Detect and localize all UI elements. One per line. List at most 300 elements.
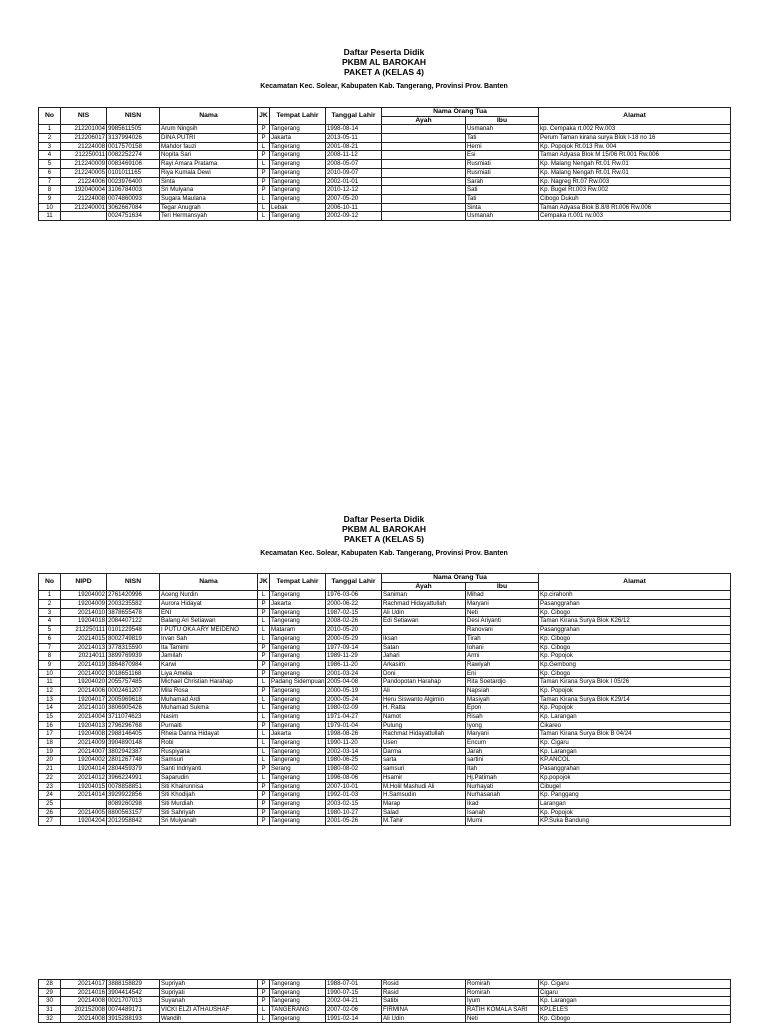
cell-ibu: Napsiah [466, 686, 539, 695]
cell-nama: DINA PUTRI [160, 134, 258, 143]
header-ayah: Ayah [382, 582, 466, 591]
cell-tempat-lahir: Tangerang [270, 634, 326, 643]
cell-jk: L [258, 678, 270, 687]
cell-tempat-lahir: Tangerang [270, 988, 326, 997]
cell-no: 26 [39, 808, 61, 817]
cell-ibu: Mihad [466, 591, 539, 600]
cell-tempat-lahir: Tangerang [270, 591, 326, 600]
cell-ibu: Itah [466, 765, 539, 774]
cell-alamat: Kp. Cigaru [539, 980, 731, 989]
cell-alamat: Kp.popojok [539, 773, 731, 782]
cell-nisn: 3899769939 [107, 652, 160, 661]
cell-alamat: Kp. Larangan [539, 713, 731, 722]
cell-jk: L [258, 617, 270, 626]
cell-nama: Irvan Sah [160, 634, 258, 643]
cell-nisn: 0082252274 [107, 151, 160, 160]
cell-tempat-lahir: Tangerang [270, 194, 326, 203]
student-table-kelas-4 [38, 107, 731, 221]
cell-alamat: Taman Adyasa Blok B.8/8 Rt.006 Rw.006 [539, 203, 731, 212]
cell-nisn: 2761420996 [107, 591, 160, 600]
cell-ayah: Marap [382, 799, 466, 808]
cell-id: 19204014 [61, 765, 107, 774]
cell-ayah [382, 151, 466, 160]
cell-tempat-lahir: Tangerang [270, 721, 326, 730]
cell-nama: Nopita Sari [160, 151, 258, 160]
cell-nisn: 2055757485 [107, 678, 160, 687]
cell-alamat: Kp. Popojok [539, 704, 731, 713]
cell-jk: P [258, 808, 270, 817]
cell-id: 192040004 [61, 186, 107, 195]
table-row [39, 660, 731, 669]
cell-ayah: Pulung [382, 721, 466, 730]
cell-alamat: Cibogo Dukuh [539, 194, 731, 203]
cell-nisn: 0017570158 [107, 142, 160, 151]
cell-ibu: Sarah [466, 177, 539, 186]
cell-nama: Santi Indriyanti [160, 765, 258, 774]
cell-nisn: 3904414542 [107, 988, 160, 997]
cell-nisn: 0002461207 [107, 686, 160, 695]
cell-tempat-lahir: Tangerang [270, 643, 326, 652]
cell-id: 20214014 [61, 791, 107, 800]
cell-id: 20214013 [61, 643, 107, 652]
table-row [39, 177, 731, 186]
table-row [39, 730, 731, 739]
cell-nama: Ruspiyana [160, 747, 258, 756]
cell-tempat-lahir: Tangerang [270, 817, 326, 826]
cell-tanggal-lahir: 1986-11-20 [326, 660, 382, 669]
cell-jk: P [258, 980, 270, 989]
cell-jk: L [258, 695, 270, 704]
cell-tempat-lahir: Tangerang [270, 160, 326, 169]
table-row [39, 721, 731, 730]
cell-tanggal-lahir: 2002-04-21 [326, 997, 382, 1006]
cell-jk: P [258, 643, 270, 652]
cell-nama: Supriyah [160, 980, 258, 989]
cell-ibu: Herni [466, 142, 539, 151]
cell-tanggal-lahir: 2007-05-20 [326, 194, 382, 203]
cell-no: 19 [39, 747, 61, 756]
cell-nisn: 0023976400 [107, 177, 160, 186]
cell-ibu: Usmanah [466, 212, 539, 221]
cell-ayah: H.Samsudin [382, 791, 466, 800]
cell-alamat: Pasanggrahan [539, 765, 731, 774]
cell-id: 19204017 [61, 695, 107, 704]
header-nisn: NISN [107, 574, 160, 591]
cell-tanggal-lahir: 1980-08-02 [326, 765, 382, 774]
cell-tempat-lahir: Tangerang [270, 808, 326, 817]
cell-id: 19204020 [61, 678, 107, 687]
cell-ibu: Isanah [466, 808, 539, 817]
cell-jk: L [258, 160, 270, 169]
cell-tanggal-lahir: 2007-02-06 [326, 1006, 382, 1015]
cell-jk: P [258, 686, 270, 695]
cell-id: 20214019 [61, 660, 107, 669]
cell-no: 20 [39, 756, 61, 765]
cell-id: 20214009 [61, 739, 107, 748]
cell-tanggal-lahir: 1980-10-27 [326, 808, 382, 817]
cell-id: 212206017 [61, 134, 107, 143]
cell-nisn: 3864870984 [107, 660, 160, 669]
cell-alamat: Kp. Cigaru [539, 739, 731, 748]
cell-ibu: Sati [466, 186, 539, 195]
cell-nama: Tegar Anugrah [160, 203, 258, 212]
table-row [39, 617, 731, 626]
document-subtitle: Kecamatan Kec. Solear, Kabupaten Kab. Tangerang, Provinsi Prov. Banten [260, 550, 508, 557]
table-row [39, 168, 731, 177]
cell-tempat-lahir: Tangerang [270, 168, 326, 177]
cell-id: 19204009 [61, 600, 107, 609]
cell-tanggal-lahir: 1988-07-01 [326, 980, 382, 989]
student-table-kelas-5 [38, 573, 731, 826]
cell-nama: Siti Khairunnisa [160, 782, 258, 791]
cell-tanggal-lahir: 2006-10-11 [326, 203, 382, 212]
cell-tempat-lahir: Tangerang [270, 782, 326, 791]
table-row [39, 739, 731, 748]
cell-nama: Muhamad Ardi [160, 695, 258, 704]
cell-ayah [382, 626, 466, 635]
cell-alamat: Cigaru [539, 988, 731, 997]
cell-ibu: Neti [466, 1014, 539, 1023]
cell-jk: P [258, 988, 270, 997]
cell-no: 3 [39, 142, 61, 151]
cell-tempat-lahir: Tangerang [270, 660, 326, 669]
cell-tempat-lahir: Tangerang [270, 739, 326, 748]
cell-no: 32 [39, 1014, 61, 1023]
cell-no: 4 [39, 151, 61, 160]
cell-no: 5 [39, 160, 61, 169]
cell-nama: Wandih [160, 1014, 258, 1023]
cell-id: 20214005 [61, 808, 107, 817]
table-row [39, 980, 731, 989]
cell-ayah: FIRMINA [382, 1006, 466, 1015]
cell-no: 6 [39, 634, 61, 643]
cell-ayah: sarta [382, 756, 466, 765]
cell-ibu: Rusmiati [466, 168, 539, 177]
cell-jk: L [258, 747, 270, 756]
title-line: PAKET A (KELAS 5) [344, 534, 424, 544]
cell-no: 31 [39, 1006, 61, 1015]
cell-tanggal-lahir: 1980-02-09 [326, 704, 382, 713]
cell-id: 212240005 [61, 168, 107, 177]
cell-ibu: Hj.Patimah [466, 773, 539, 782]
cell-jk: P [258, 799, 270, 808]
cell-nisn: 0021707013 [107, 997, 160, 1006]
cell-no: 29 [39, 988, 61, 997]
cell-ayah: Pandopotan Harahap [382, 678, 466, 687]
cell-id: 20214008 [61, 997, 107, 1006]
cell-ibu: Iyong [466, 721, 539, 730]
header-jk: JK [258, 574, 270, 591]
cell-nama: Karwi [160, 660, 258, 669]
cell-tanggal-lahir: 1990-11-20 [326, 739, 382, 748]
cell-ibu: Ranovani [466, 626, 539, 635]
cell-alamat: Kp. Cibogo [539, 1014, 731, 1023]
cell-tanggal-lahir: 1971-04-27 [326, 713, 382, 722]
cell-no: 8 [39, 186, 61, 195]
cell-alamat: Taman Kirana Surya Blok K29/14 [539, 695, 731, 704]
header-no: No [39, 574, 61, 591]
cell-tanggal-lahir: 2007-10-01 [326, 782, 382, 791]
cell-alamat: Kp. Panggang [539, 791, 731, 800]
cell-nama: Siti Khodijah [160, 791, 258, 800]
title-line: Daftar Peserta Didik [343, 47, 425, 57]
cell-tanggal-lahir: 1976-03-06 [326, 591, 382, 600]
cell-alamat: Kp. Popojok Rt.013 Rw. 004 [539, 142, 731, 151]
cell-id: 20214010 [61, 608, 107, 617]
cell-nama: Rheia Danna Hidayat [160, 730, 258, 739]
cell-ayah: M.Holil Mashudi Ali [382, 782, 466, 791]
cell-alamat: Kp. Malang Nengah Rt.01 Rw.01 [539, 168, 731, 177]
cell-no: 23 [39, 782, 61, 791]
cell-nama: VICKI ELZI ATHAUSHAF [160, 1006, 258, 1015]
header-nama: Nama [160, 108, 258, 125]
cell-ayah [382, 168, 466, 177]
header-tanggal-lahir: Tanggal Lahir [326, 108, 382, 125]
cell-nama: Sri Mulyana [160, 186, 258, 195]
cell-alamat: Kp. Cibogo [539, 608, 731, 617]
cell-tanggal-lahir: 1980-06-25 [326, 756, 382, 765]
cell-jk: P [258, 186, 270, 195]
cell-ibu: Esi [466, 151, 539, 160]
cell-nama: Arum Ningsih [160, 125, 258, 134]
cell-ayah: Hsamir [382, 773, 466, 782]
cell-nama: Purnaiti [160, 721, 258, 730]
cell-jk: P [258, 608, 270, 617]
cell-alamat: Taman Adyasa Blok M 15/06 Rt.001 Rw.006 [539, 151, 731, 160]
cell-ayah [382, 186, 466, 195]
cell-tempat-lahir: Tangerang [270, 997, 326, 1006]
cell-tanggal-lahir: 1998-08-14 [326, 125, 382, 134]
cell-nama: Sri Mulyanah [160, 817, 258, 826]
cell-tempat-lahir: Tangerang [270, 608, 326, 617]
cell-nama: Nasim [160, 713, 258, 722]
header-id: NIPD [61, 574, 107, 591]
cell-no: 10 [39, 203, 61, 212]
cell-tanggal-lahir: 2010-05-20 [326, 626, 382, 635]
cell-alamat: Cibugel [539, 782, 731, 791]
cell-nisn: 0083469106 [107, 160, 160, 169]
table-row [39, 1006, 731, 1015]
cell-tempat-lahir: Mataram [270, 626, 326, 635]
header-tempat-lahir: Tempat Lahir [270, 108, 326, 125]
cell-nama: Riya Kumala Dewi [160, 168, 258, 177]
cell-no: 7 [39, 177, 61, 186]
cell-ayah: Saniman [382, 591, 466, 600]
cell-alamat: Kp.Gembong [539, 660, 731, 669]
cell-no: 14 [39, 704, 61, 713]
cell-jk: L [258, 713, 270, 722]
cell-no: 4 [39, 617, 61, 626]
cell-ayah: Jahari [382, 652, 466, 661]
cell-nisn: 0101011165 [107, 168, 160, 177]
student-table-kelas-5-continued [38, 979, 731, 1023]
cell-ibu: sartini [466, 756, 539, 765]
cell-ayah [382, 125, 466, 134]
cell-id: 20214016 [61, 988, 107, 997]
cell-nisn: 2801267748 [107, 756, 160, 765]
cell-ayah: Heru Siswanto Algimin [382, 695, 466, 704]
cell-jk: L [258, 704, 270, 713]
cell-id: 19204002 [61, 756, 107, 765]
cell-nama: Suyanah [160, 997, 258, 1006]
cell-id: 20214010 [61, 704, 107, 713]
cell-nama: Ita Tamimi [160, 643, 258, 652]
cell-nisn: 3778315590 [107, 643, 160, 652]
table-row [39, 791, 731, 800]
header-alamat: Alamat [539, 574, 731, 591]
cell-ibu: Nurhayati [466, 782, 539, 791]
table-row [39, 608, 731, 617]
cell-nama: Sugara Maulana [160, 194, 258, 203]
cell-alamat: Kp. Malang Nengah Rt.01 Rw.01 [539, 160, 731, 169]
cell-ibu: Eni [466, 669, 539, 678]
cell-tempat-lahir: Tangerang [270, 212, 326, 221]
header-nisn: NISN [107, 108, 160, 125]
cell-ayah: M.Tahir [382, 817, 466, 826]
cell-alamat: Kp. Popojok [539, 686, 731, 695]
cell-no: 17 [39, 730, 61, 739]
cell-jk: L [258, 756, 270, 765]
cell-nisn: 2988146405 [107, 730, 160, 739]
cell-ibu: Armi [466, 652, 539, 661]
cell-no: 25 [39, 799, 61, 808]
cell-no: 15 [39, 713, 61, 722]
cell-nisn: 0074860093 [107, 194, 160, 203]
cell-alamat: Kp. Cibogo [539, 669, 731, 678]
table-row [39, 704, 731, 713]
table-row [39, 808, 731, 817]
cell-nisn: 3062667084 [107, 203, 160, 212]
cell-ibu: Neti [466, 608, 539, 617]
table-row [39, 634, 731, 643]
cell-nama: Siti Murdiah [160, 799, 258, 808]
cell-jk: P [258, 817, 270, 826]
cell-nama: Sinta [160, 177, 258, 186]
cell-nisn: 8089260298 [107, 799, 160, 808]
cell-tanggal-lahir: 2002-03-14 [326, 747, 382, 756]
cell-id: 20214004 [61, 713, 107, 722]
cell-id: 20214012 [61, 773, 107, 782]
cell-no: 28 [39, 980, 61, 989]
cell-ayah: samsuri [382, 765, 466, 774]
cell-ibu: Encum [466, 739, 539, 748]
header-row [39, 108, 731, 117]
cell-tanggal-lahir: 1979-01-04 [326, 721, 382, 730]
cell-id: 212240009 [61, 160, 107, 169]
table-row [39, 134, 731, 143]
cell-ayah [382, 134, 466, 143]
cell-tempat-lahir: Tangerang [270, 125, 326, 134]
cell-alamat: Pasanggrahan [539, 600, 731, 609]
cell-ayah [382, 203, 466, 212]
cell-nama: Rayi Amara Pratama [160, 160, 258, 169]
cell-no: 13 [39, 695, 61, 704]
cell-tanggal-lahir: 2002-01-01 [326, 177, 382, 186]
cell-jk: P [258, 151, 270, 160]
cell-nama: Supriyati [160, 988, 258, 997]
cell-jk: P [258, 652, 270, 661]
cell-id: 20214002 [61, 669, 107, 678]
cell-tempat-lahir: Tangerang [270, 617, 326, 626]
cell-id: 19204018 [61, 617, 107, 626]
cell-id: 21224008 [61, 194, 107, 203]
cell-ibu: Iyum [466, 997, 539, 1006]
title-line: PAKET A (KELAS 4) [344, 67, 424, 77]
header-jk: JK [258, 108, 270, 125]
cell-nama: I PUTU OKA ARY MEIDENO [160, 626, 258, 635]
cell-no: 5 [39, 626, 61, 635]
cell-ibu: Tati [466, 194, 539, 203]
cell-ibu: Tati [466, 134, 539, 143]
table-row [39, 600, 731, 609]
cell-nisn: 2804459379 [107, 765, 160, 774]
cell-tempat-lahir: TANGERANG [270, 1006, 326, 1015]
table-row [39, 186, 731, 195]
table-row [39, 212, 731, 221]
cell-jk: L [258, 773, 270, 782]
table-row [39, 669, 731, 678]
cell-nisn: 8800563157 [107, 808, 160, 817]
cell-tanggal-lahir: 2001-05-26 [326, 817, 382, 826]
cell-nama: Teri Hermansyah [160, 212, 258, 221]
cell-nisn: 2005969618 [107, 695, 160, 704]
cell-tanggal-lahir: 1977-09-14 [326, 643, 382, 652]
cell-alamat: kp. Cempaka rt.002 Rw.003 [539, 125, 731, 134]
cell-jk: L [258, 730, 270, 739]
cell-jk: L [258, 591, 270, 600]
cell-tempat-lahir: Tangerang [270, 151, 326, 160]
cell-tanggal-lahir: 2001-08-21 [326, 142, 382, 151]
cell-tempat-lahir: Tangerang [270, 652, 326, 661]
cell-id: 212240001 [61, 203, 107, 212]
cell-jk: P [258, 168, 270, 177]
cell-ibu: Sinta [466, 203, 539, 212]
cell-jk: P [258, 125, 270, 134]
cell-jk: P [258, 997, 270, 1006]
cell-ayah: Arkasim [382, 660, 466, 669]
table-row [39, 203, 731, 212]
section-1 [0, 47, 768, 91]
cell-alamat: KP.LELES [539, 1006, 731, 1015]
header-nama-orang-tua: Nama Orang Tua [382, 108, 539, 117]
table-row [39, 678, 731, 687]
table-row [39, 125, 731, 134]
cell-ibu: Murni [466, 817, 539, 826]
cell-ayah: Namot [382, 713, 466, 722]
table-row [39, 997, 731, 1006]
cell-alamat: Kp. Cibogo [539, 634, 731, 643]
cell-nama: Balang Ari Setiawan [160, 617, 258, 626]
cell-nisn: 0074489171 [107, 1006, 160, 1015]
cell-ayah [382, 177, 466, 186]
cell-tanggal-lahir: 1991-02-14 [326, 1014, 382, 1023]
cell-jk: L [258, 194, 270, 203]
cell-tanggal-lahir: 2002-09-12 [326, 212, 382, 221]
table-row [39, 591, 731, 600]
cell-ibu: Romirah [466, 980, 539, 989]
cell-alamat: Cikareo [539, 721, 731, 730]
cell-nisn: 3137994026 [107, 134, 160, 143]
cell-tanggal-lahir: 1996-08-06 [326, 773, 382, 782]
cell-nisn: 8002749819 [107, 634, 160, 643]
cell-ayah: Rasid [382, 988, 466, 997]
cell-tempat-lahir: Tangerang [270, 695, 326, 704]
cell-alamat: Kp. Larangan [539, 997, 731, 1006]
cell-id: 21224006 [61, 177, 107, 186]
cell-jk: P [258, 134, 270, 143]
cell-alamat: Kp. Popojok [539, 808, 731, 817]
cell-nisn: 3806905426 [107, 704, 160, 713]
